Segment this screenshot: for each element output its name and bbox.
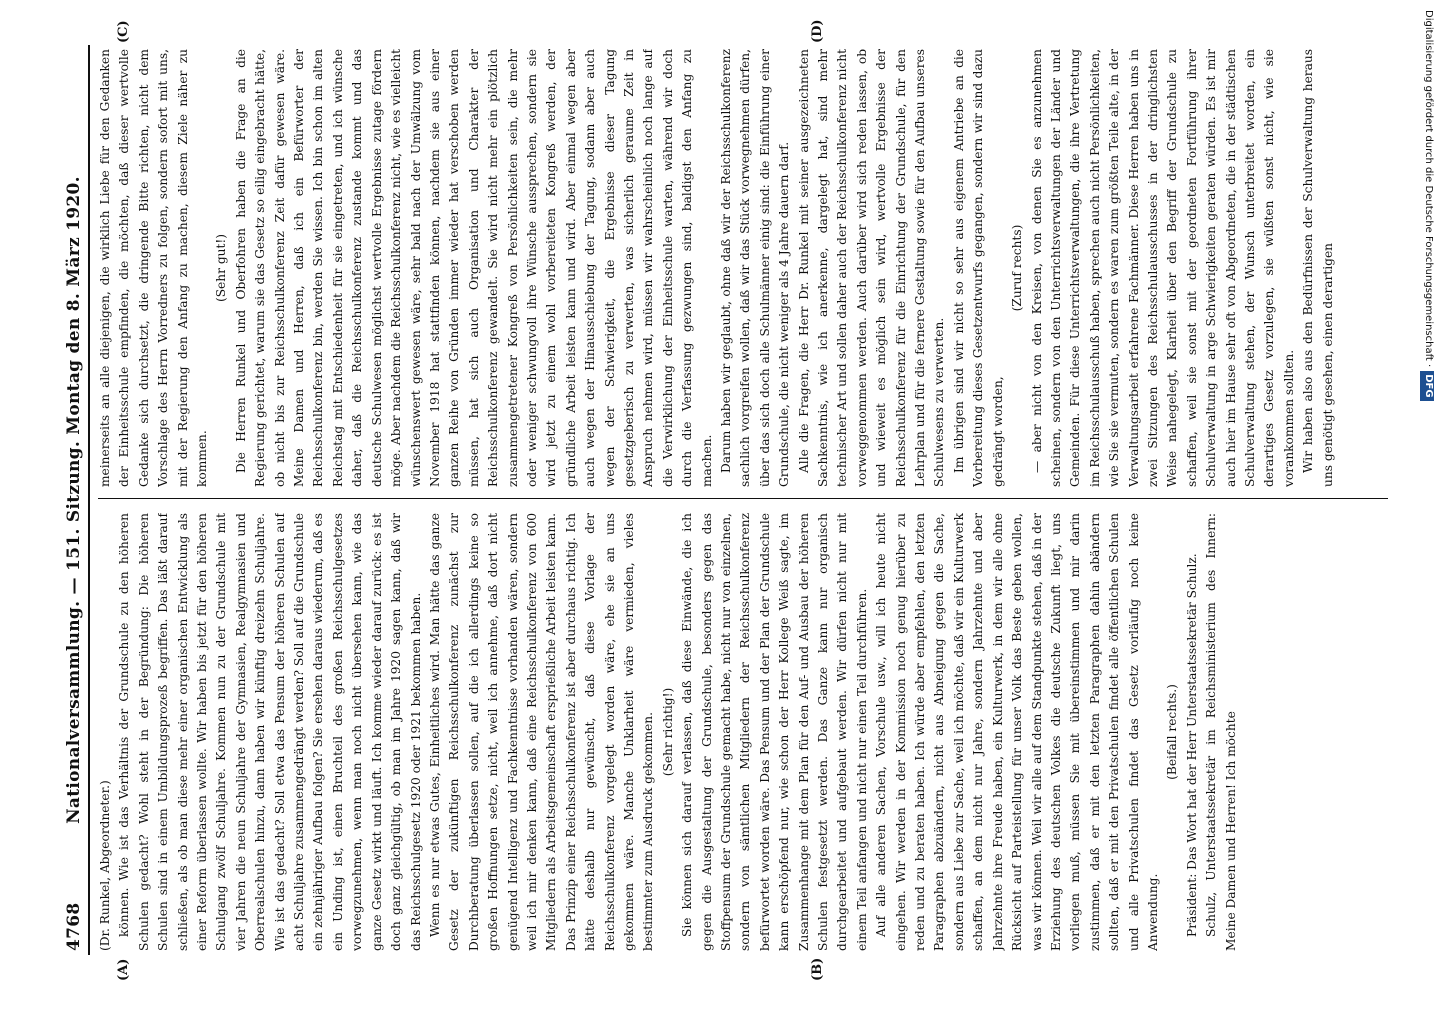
interjection: (Zuruf rechts) — [1010, 224, 1025, 312]
paragraph: können. Wie ist das Verhältnis der Grundschule zu den höheren Schulen gedacht? Wohl steht in der Begründung: Die höheren Schulen sind in einem Umbildungsprozeß begriffen. Das läßt darauf schließen, als ob man diese mehr einer organischen Entwicklung als einer Reform überlassen wollte. Wir haben bis jetzt für den höheren Schulgang zwölf Schuljahre. Kommen nun zu der Grundschule mit vier Jahren die neun Schuljahre der Gymnasien, Realgymnasien und Oberrealschulen hinzu, dann haben wir künftig dreizehn Schuljahre. Wie ist das gedacht? Soll etwa das Pensum der höheren Schulen auf acht Schuljahre zusammengedrängt werden? Soll auf die Grundschule ein zehnjähriger Aufbau folgen? Sie ersehen daraus wiederum, daß es ein Unding ist, einen Bruchteil des großen Reichsschulgesetzes vorwegzunehmen, wenn man noch nicht übersehen kann, wie das ganze Gesetz wirkt und läuft. Ich komme wieder darauf zurück: es ist doch ganz gleichgültig, ob man im Jahre 1920 sagen kann, daß wir das Reichsschulgesetz 1920 oder 1921 bekommen haben. — [117, 513, 423, 951]
rotated-page — [50, 19, 1405, 981]
interjection: (Sehr richtig!) — [660, 687, 675, 777]
interjection: (Beifall rechts.) — [1165, 684, 1180, 780]
right-column — [96, 49, 1388, 487]
margin-mark-c: (C) — [116, 20, 131, 43]
margin-mark-a: (A) — [116, 958, 131, 981]
paragraph: (Dr. Runkel, Abgeordneter.) — [98, 780, 112, 951]
paragraph: — aber nicht von den Kreisen, von denen Sie es anzunehmen scheinen, sondern von den Unterrichtsverwaltungen der Länder und Gemeinden. Für diese Unterrichtsverwaltungen, die ihre Vertretung im Reichsschulausschuß haben, sprechen auch nicht Persönlichkeiten, wie Sie sie vermuten, sondern es waren zum größten Teile alte, in der Verwaltungsarbeit erfahrene Fachmänner. Diese Herren haben uns in zwei Sitzungen des Reichsschulausschusses in der dringlichsten Weise nahegelegt, Klarheit über den Begriff der Grundschule zu schaffen, weil sie sonst mit der geordneten Fortführung ihrer Schulverwaltung in arge Schwierigkeiten geraten würden. Es ist mir auch hier im Hause sehr oft von Abgeordneten, die in der städtischen Schulverwaltung stehen, der Wunsch unterbreitet worden, ein derartiges Gesetz vorzulegen, sie wüßten sonst nicht, wie sie vorankommen sollten. — [1029, 49, 1296, 487]
header-rule — [88, 45, 90, 955]
paragraph: Schulz, Unterstaatssekretär im Reichsministerium des Innern: Meine Damen und Herren! Ich möchte — [1204, 513, 1238, 951]
left-column — [96, 513, 1388, 951]
paragraph: Alle die Fragen, die Herr Dr. Runkel mit seiner ausgezeichneten Sachkenntnis, wie ich anerkenne, dargelegt hat, sind mehr technischer Art und sollen daher auch der Reichsschulkonferenz nicht vorweggenommen werden. Auch darüber wird sich reden lassen, ob und wieweit es möglich sein wird, wertvolle Ergebnisse der Reichsschulkonferenz für die Einrichtung der Grundschule, für den Lehrplan und für die fernere Gestaltung sowie für den Aufbau unseres Schulwesens zu verwerten. — [796, 49, 947, 487]
paragraph: Auf alle anderen Sachen, Vorschule usw., will ich heute nicht eingehen. Wir werden in der Kommission noch genug hierüber zu reden und zu beraten haben. Ich würde aber empfehlen, den letzten Paragraphen abzuändern, nicht aus Abneigung gegen die Sache, sondern aus Liebe zur Sache, weil ich möchte, daß wir ein Kulturwerk schaffen, an dem nicht nur Jahre, sondern Jahrzehnte und aber Jahrzehnte ihre Freude haben, ein Kulturwerk, in dem wir alle ohne Rücksicht auf Parteistellung für unser Volk das Beste geben wollen, was wir können. Weil wir alle auf dem Standpunkte stehen, daß in der Erziehung des deutschen Volkes die deutsche Zukunft liegt, uns vorliegen muß, müssen Sie mit übereinstimmen und mir darin zustimmen, daß er mit den letzten Paragraphen dahin abändern sollten, daß er mit den Privatschulen findet alle öffentlichen Schulen und alle Privatschulen findet das Gesetz vorläufig noch keine Anwendung. — [874, 513, 1160, 951]
digitization-text: Digitalisierung gefördert durch die Deutsche Forschungsgemeinschaft · — [1423, 10, 1434, 368]
margin-mark-b: (B) — [810, 957, 825, 981]
digitization-note — [1420, 0, 1434, 1010]
page-header — [50, 45, 92, 955]
paragraph: Darum haben wir geglaubt, ohne daß wir der Reichsschulkonferenz sachlich vorgreifen wollen, daß wir das Stück vorwegnehmen dürfen, über das sich doch alle Schulmänner einig sind: die Einführung einer Grundschule, die nicht weniger als 4 Jahre dauern darf. — [719, 49, 792, 487]
interjection: (Sehr gut!) — [214, 233, 229, 303]
paragraph: Sie können sich darauf verlassen, daß diese Einwände, die ich gegen die Ausgestaltung der Grundschule, besonders gegen das Stoffpensum der Grundschule gemacht habe, nicht nur von einzelnen, sondern von sämtlichen Mitgliedern der Reichsschulkonferenz befürwortet worden wäre. Das Pensum und der Plan der Grundschule kann erschöpfend nur, wie schon der Herr Kollege Weiß sagte, im Zusammenhange mit dem Plan für den Auf- und Ausbau der höheren Schulen festgesetzt werden. Das Ganze kann nur organisch durchgearbeitet und aufgebaut werden. Wir dürfen nicht nur mit einem Teil anfangen und nicht nur einen Teil durchführen. — [680, 513, 869, 951]
paragraph: Im übrigen sind wir nicht so sehr aus eigenem Antriebe an die Vorbereitung dieses Gesetzentwurfs gegangen, sondern wir sind dazu gedrängt worden, — [951, 49, 1005, 487]
column-divider — [98, 498, 1388, 499]
paragraph: Die Herren Runkel und Oberfohren haben die Frage an die Regierung gerichtet, warum sie das Gesetz so eilig eingebracht hätte, ob nicht bis zur Reichsschulkonferenz Zeit dafür gewesen wäre. Meine Damen und Herren, daß ich ein Befürworter der Reichsschulkonferenz bin, werden Sie wissen. Ich bin schon im alten Reichstag mit Entschiedenheit für sie eingetreten, und ich wünsche daher, daß die Reichsschulkonferenz zustande kommt und das deutsche Schulwesen möglichst wertvolle Ergebnisse zutage fördern möge. Aber nachdem die Reichsschulkonferenz nicht, wie es vielleicht wünschenswert gewesen wäre, sehr bald nach der Umwälzung vom November 1918 hat stattfinden können, nachdem sie aus einer ganzen Reihe von Gründen immer wieder hat verschoben werden müssen, hat sich auch Organisation und Charakter der Reichsschulkonferenz gewandelt. Sie wird nicht mehr ein plötzlich zusammengetretener Kongreß von Persönlichkeiten sein, die mehr oder weniger schwungvoll ihre Wünsche aussprechen, sondern sie wird jetzt zu einem wohl vorbereiteten Kongreß werden, der gründliche Arbeit leisten kann und wird. Aber einmal wegen aber auch wegen der Hinausschiebung der Tagung, sodann aber auch wegen der Schwierigkeit, die Ergebnisse dieser Tagung gesetzgeberisch zu verwerten, was sicherlich geraume Zeit in Anspruch nehmen wird, müssen wir wahrscheinlich noch lange auf die Verwirklichung der Einheitsschule warten, während wir doch durch die Verfassung gezwungen sind, baldigst den Anfang zu machen. — [233, 49, 714, 487]
dfg-logo: DFG — [1420, 371, 1434, 400]
paragraph: meinerseits an alle diejenigen, die wirklich Liebe für den Gedanken der Einheitsschule empfinden, die möchten, daß dieser wertvolle Gedanke sich durchsetzt, die dringende Bitte richten, nicht dem Vorschlage des Herrn Vorredners zu folgen, sondern sofort mit uns, mit der Regierung den Anfang zu machen, diesem Ziele näher zu kommen. — [98, 49, 210, 487]
paragraph: Wenn es nur etwas Gutes, Einheitliches wird. Man hätte das ganze Gesetz der zukünftigen Reichsschulkonferenz zunächst zur Durchberatung überlassen sollen, auf die ich allerdings keine so großen Hoffnungen setze, nicht, weil ich annehme, daß dort nicht genügend Intelligenz und Fachkenntnisse vorhanden wären, sondern weil ich mir denken kann, daß eine Reichsschulkonferenz von 600 Mitgliedern als Arbeitsgemeinschaft ersprießliche Arbeit leisten kann. Das Prinzip einer Reichsschulkonferenz ist aber durchaus richtig. Ich hätte deshalb nur gewünscht, daß diese Vorlage der Reichsschulkonferenz vorgelegt worden wäre, ehe sie an uns gekommen wäre. Manche Unklarheit wäre vermieden, vieles bestimmter zum Ausdruck gekommen. — [427, 513, 656, 951]
paragraph: Präsident: Das Wort hat der Herr Unterstaatssekretär Schulz. — [1184, 553, 1199, 937]
margin-mark-d: (D) — [810, 19, 825, 43]
paragraph: Wir haben also aus den Bedürfnissen der Schulverwaltung heraus uns genötigt gesehen, einen derartigen — [1301, 49, 1335, 487]
page-number: 4768 — [64, 902, 84, 951]
page-title: Nationalversammlung. — 151. Sitzung. Montag den 8. März 1920. — [64, 176, 84, 824]
